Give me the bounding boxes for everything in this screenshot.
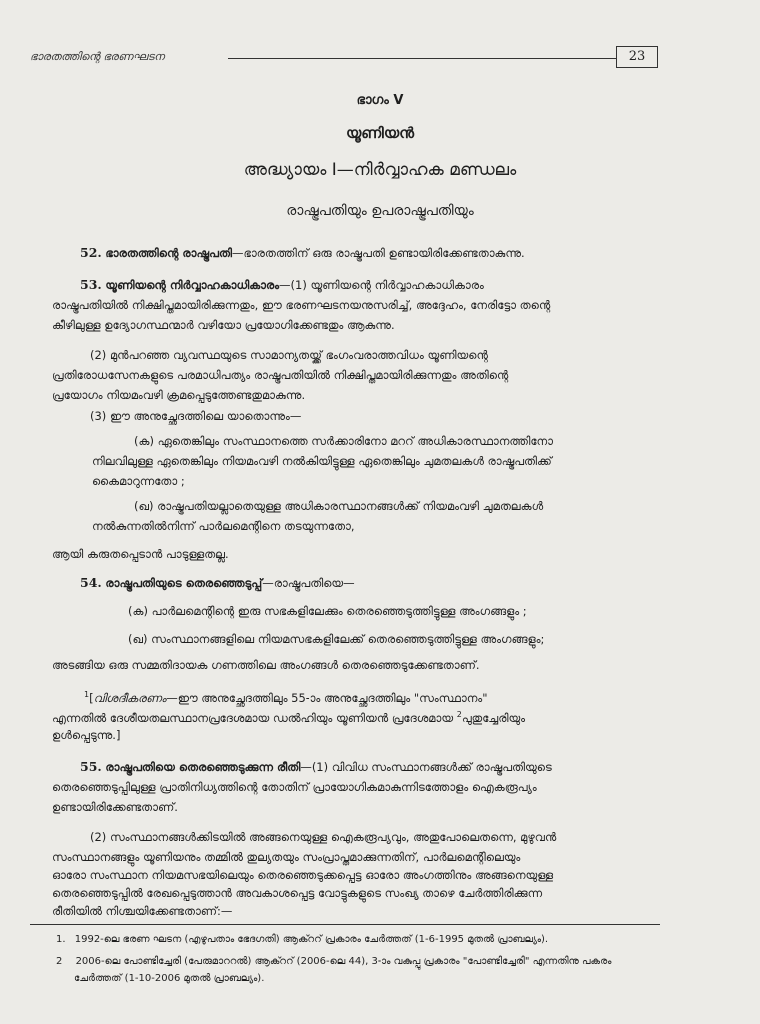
subclause-text: (ഖ) രാഷ്ട്രപതിയല്ലാതെയുള്ള അധികാരസ്ഥാനങ്ങൾക്ക് നിയമംവഴി ചുമതലകൾ [134, 499, 544, 513]
article-53 [80, 276, 484, 294]
article-text: —ഭാരതത്തിന് ഒരു രാഷ്ട്രപതി ഉണ്ടായിരിക്കേണ്ടതാകുന്നു. [231, 246, 525, 260]
footnote-rule [30, 924, 660, 925]
article-number: 52. [80, 245, 102, 260]
article-heading: യൂണിയന്റെ നിർവ്വാഹകാധികാരം [105, 278, 280, 292]
article-55 [80, 758, 552, 776]
article-text: രാഷ്ട്രപതിയിൽ നിക്ഷിപ്തമായിരിക്കുന്നതും, ഈ ഭരണഘടനയനുസരിച്ച്, അദ്ദേഹം, നേരിട്ടോ തന്റെ [52, 298, 551, 312]
running-header-title: ഭാരതത്തിന്റെ ഭരണഘടന [30, 50, 165, 63]
article-text: —(1) യൂണിയന്റെ നിർവ്വാഹകാധികാരം [279, 278, 484, 292]
article-number: 53. [80, 277, 102, 292]
article-text: തെരഞ്ഞെടുപ്പിലുള്ള പ്രാതിനിധ്യത്തിന്റെ തോതിന് പ്രായോഗികമാകുന്നിടത്തോളം ഐകരൂപ്യം [52, 780, 537, 794]
subclause-text: (ക) ഏതെങ്കിലും സംസ്ഥാനത്തെ സർക്കാരിനോ മററ് അധികാരസ്ഥാനത്തിനോ [134, 434, 553, 448]
article-text: —(1) വിവിധ സംസ്ഥാനങ്ങൾക്ക് രാഷ്ട്രപതിയുടെ [300, 760, 552, 774]
article-52 [80, 244, 525, 262]
footnote-marker: 2 [456, 710, 462, 719]
clause-text: രീതിയിൽ നിശ്ചയിക്കേണ്ടതാണ്:— [52, 904, 233, 918]
footnote-1 [56, 932, 548, 947]
subclause-text: നൽകുന്നതിൽനിന്ന് പാർലമെന്റിനെ തടയുന്നതോ, [92, 519, 355, 533]
article-text: കീഴിലുള്ള ഉദ്യോഗസ്ഥന്മാർ വഴിയോ പ്രയോഗിക്കേണ്ടതും ആകുന്നു. [52, 318, 395, 332]
subclause-text: നിലവിലുള്ള ഏതെങ്കിലും നിയമംവഴി നൽകിയിട്ടുള്ള ഏതെങ്കിലും ചുമതലകൾ രാഷ്ട്രപതിക്ക് [92, 454, 552, 468]
article-54 [80, 574, 355, 592]
explanation-text: —ഈ അനുച്ഛേദത്തിലും 55-ാം അനുച്ഛേദത്തിലും "സംസ്ഥാനം" [166, 690, 488, 705]
footnote-text: 2006-ലെ പോണ്ടിച്ചേരി (പേരുമാററൽ) ആക്ററ് (2006-ലെ 44), 3-ാം വകുപ്പു പ്രകാരം "പോണ്ടിച്ചേരി" എന്നതിനു പകരം [75, 956, 612, 967]
clause-text: തെരഞ്ഞെടുപ്പിൽ രേഖപ്പെടുത്താൻ അവകാശപ്പെട്ട വോട്ടുകളുടെ സംഖ്യ താഴെ ചേർത്തിരിക്കുന്ന [52, 886, 543, 900]
explanation-text: ഉൾപ്പെടുന്നു.] [52, 728, 121, 742]
article-heading: ഭാരതത്തിന്റെ രാഷ്ട്രപതി [105, 246, 232, 260]
footnote-text: ചേർത്തത് (1-10-2006 മുതൽ പ്രാബല്യം). [74, 973, 265, 984]
explanation: $^1$[വിശദീകരണം—ഈ അനുച്ഛേദത്തിലും 55-ാം അനുച്ഛേദത്തിലും "സംസ്ഥാനം" [84, 690, 488, 705]
article-number: 55. [80, 759, 102, 774]
explanation-text: പുതുച്ചേരിയും [461, 710, 526, 725]
article-number: 54. [80, 575, 102, 590]
clause-text: അടങ്ങിയ ഒരു സമ്മതിദായക ഗണത്തിലെ അംഗങ്ങൾ തെരഞ്ഞെടുക്കേണ്ടതാണ്. [52, 658, 480, 672]
subclause-text: (ഖ) സംസ്ഥാനങ്ങളിലെ നിയമസഭകളിലേക്ക് തെരഞ്ഞെടുത്തിട്ടുള്ള അംഗങ്ങളും; [128, 632, 545, 646]
clause-text: പ്രതിരോധസേനകളുടെ പരമാധിപത്യം രാഷ്ട്രപതിയിൽ നിക്ഷിപ്തമായിരിക്കുന്നതും അതിന്റെ [52, 368, 509, 382]
header-rule [228, 58, 616, 59]
subclause-text: (ക) പാർലമെന്റിന്റെ ഇരു സഭകളിലേക്കും തെരഞ്ഞെടുത്തിട്ടുള്ള അംഗങ്ങളും ; [128, 604, 527, 618]
clause-text: (2) സംസ്ഥാനങ്ങൾക്കിടയിൽ അങ്ങനെയുള്ള ഐകരൂപ്യവും, അതുപോലെതന്നെ, മുഴുവൻ [90, 830, 557, 844]
article-text: —രാഷ്ട്രപതിയെ— [262, 576, 355, 590]
clause-text: പ്രയോഗം നിയമംവഴി ക്രമപ്പെടുത്തേണ്ടതുമാകുന്നു. [52, 388, 306, 402]
explanation-text: എന്നതിൽ ദേശീയതലസ്ഥാനപ്രദേശമായ ഡൽഹിയും യൂണിയൻ പ്രദേശമായ [52, 710, 454, 725]
chapter-heading: അദ്ധ്യായം I—നിർവ്വാഹക മണ്ഡലം [243, 160, 517, 180]
footnote-2 [56, 954, 611, 969]
article-heading: രാഷ്ട്രപതിയെ തെരഞ്ഞെടുക്കുന്ന രീതി [105, 760, 301, 774]
explanation-label: വിശദീകരണം [93, 690, 167, 705]
title-heading: യൂണിയൻ [345, 124, 415, 142]
sub-heading: രാഷ്ട്രപതിയും ഉപരാഷ്ട്രപതിയും [286, 203, 474, 219]
footnote-text: 1992-ലെ ഭരണ ഘടന (എഴുപതാം ഭേദഗതി) ആക്ററ് പ്രകാരം ചേർത്തത് (1-6-1995 മുതൽ പ്രാബല്യം). [74, 934, 549, 945]
page-number: 23 [616, 46, 658, 68]
footnote-mark: 2 [56, 956, 63, 967]
clause-text: ഓരോ സംസ്ഥാന നിയമസഭയിലെയും തെരഞ്ഞെടുക്കപ്പെട്ട ഓരോ അംഗത്തിനും അങ്ങനെയുള്ള [52, 868, 554, 882]
clause-text: സംസ്ഥാനങ്ങളും യൂണിയനും തമ്മിൽ തുല്യതയും സംപ്രാപ്തമാക്കുന്നതിന്, പാർലമെന്റിലെയും [52, 850, 521, 864]
article-heading: രാഷ്ട്രപതിയുടെ തെരഞ്ഞെടുപ്പ് [105, 576, 263, 590]
clause-text: (2) മുൻപറഞ്ഞ വ്യവസ്ഥയുടെ സാമാന്യതയ്ക്ക് ഭംഗംവരാത്തവിധം യൂണിയന്റെ [90, 348, 488, 362]
clause-text: (3) ഈ അനുച്ഛേദത്തിലെ യാതൊന്നും— [90, 409, 302, 423]
subclause-text: കൈമാറുന്നതോ ; [92, 474, 185, 488]
footnote-marker: 1 [84, 690, 90, 699]
clause-text: ആയി കരുതപ്പെടാൻ പാടുള്ളതല്ല. [52, 547, 229, 561]
footnote-mark: 1. [56, 934, 66, 945]
part-heading: ഭാഗം V [356, 93, 404, 108]
article-text: ഉണ്ടായിരിക്കേണ്ടതാണ്. [52, 800, 178, 814]
explanation-line [52, 706, 525, 727]
